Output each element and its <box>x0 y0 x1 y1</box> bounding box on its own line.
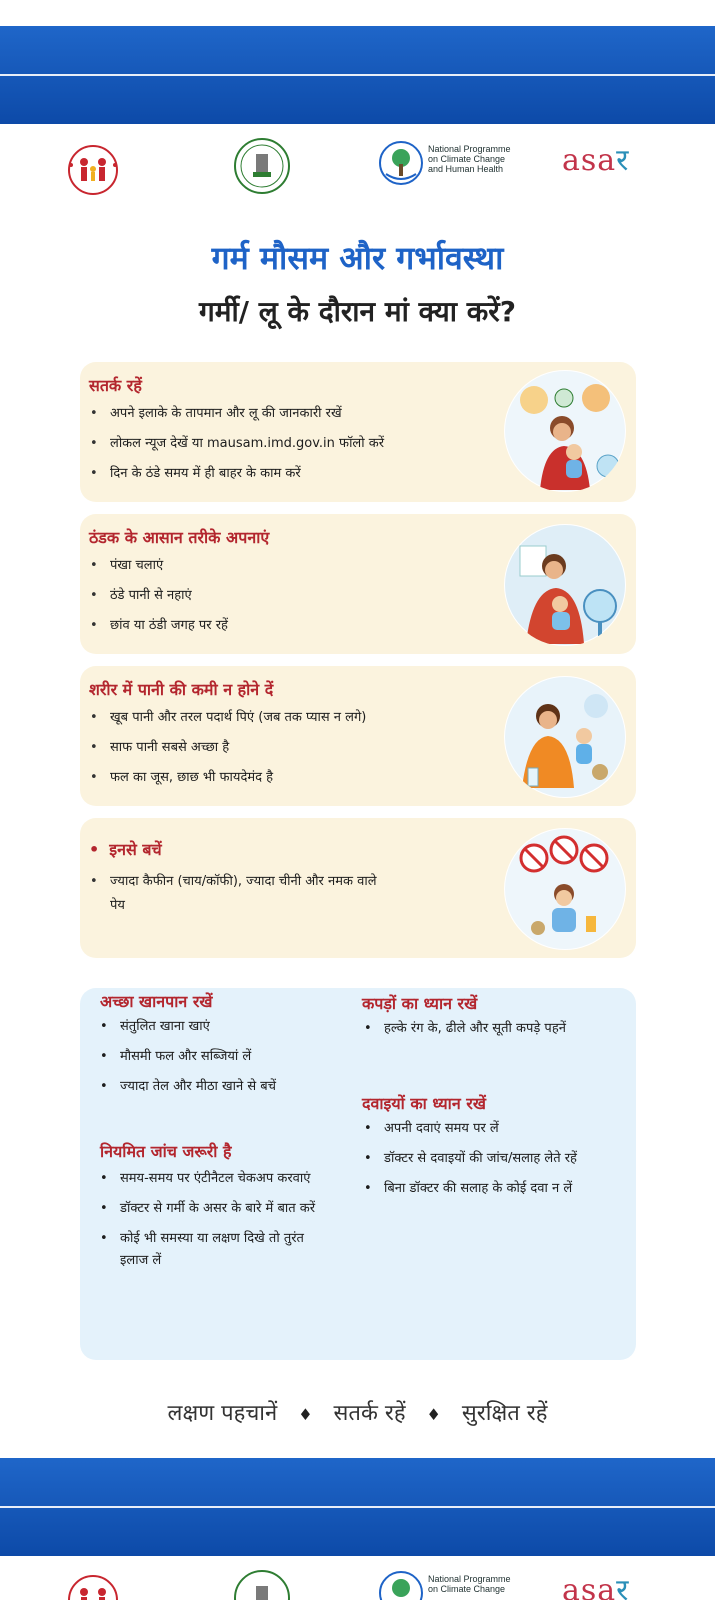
nhm-logo <box>52 1570 134 1600</box>
tip-card-avoid <box>80 818 636 958</box>
clothes-list <box>362 1018 632 1048</box>
tagline-identify-symptoms: लक्षण पहचानें <box>167 1401 278 1426</box>
tagline-stay-alert: सतर्क रहें <box>333 1401 406 1426</box>
list-item: • डॉक्टर से दवाइयों की जांच/सलाह लेते रहें <box>362 1148 632 1170</box>
list-item: • फल का जूस, छाछ भी फायदेमंद है <box>88 770 366 800</box>
card-heading: सतर्क रहें <box>89 376 142 395</box>
tip-card-stay-alert <box>80 362 636 502</box>
list-item: • मौसमी फल और सब्जियां लें <box>98 1046 338 1068</box>
list-item: • पंखा चलाएं <box>88 558 228 588</box>
npcchh-logo-text: National Programme on Climate Change <box>428 1574 511 1594</box>
info-box <box>80 988 636 1360</box>
card-heading: शरीर में पानी की कमी न होने दें <box>89 680 274 699</box>
list-item: • लोकल न्यूज देखें या mausam.imd.gov.in फॉलो करें <box>88 436 384 466</box>
card-list <box>88 870 388 918</box>
list-item: • छांव या ठंडी जगह पर रहें <box>88 618 228 648</box>
food-heading: अच्छा खानपान रखें <box>100 992 213 1011</box>
mother-with-child-near-fan-illustration <box>504 524 626 646</box>
diamond-separator-icon: ♦ <box>298 1405 313 1424</box>
list-item: • बिना डॉक्टर की सलाह के कोई दवा न लें <box>362 1178 632 1200</box>
list-item: • हल्के रंग के, ढीले और सूती कपड़े पहनें <box>362 1018 632 1040</box>
asar-logo: asaर <box>562 1573 630 1600</box>
page-subtitle: गर्मी/ लू के दौरान मां क्या करें? <box>199 295 516 328</box>
mother-checking-weather-illustration <box>504 370 626 492</box>
list-item: • डॉक्टर से गर्मी के असर के बारे में बात करें <box>98 1198 328 1220</box>
medicine-heading: दवाइयों का ध्यान रखें <box>362 1094 486 1113</box>
card-list <box>88 710 366 800</box>
npcchh-logo <box>378 138 548 190</box>
checkup-list <box>98 1168 328 1280</box>
jharkhand-emblem-logo <box>232 136 292 196</box>
list-item: • खूब पानी और तरल पदार्थ पिएं (जब तक प्यास न लगे) <box>88 710 366 740</box>
card-list <box>88 406 384 496</box>
tip-card-hydration <box>80 666 636 806</box>
card-heading: ठंडक के आसान तरीके अपनाएं <box>89 528 270 547</box>
diamond-separator-icon: ♦ <box>426 1405 441 1424</box>
list-item: • कोई भी समस्या या लक्षण दिखे तो तुरंत इलाज लें <box>98 1228 328 1272</box>
list-item: • ज्यादा कैफीन (चाय/कॉफी), ज्यादा चीनी और नमक वाले पेय <box>88 870 388 918</box>
card-list <box>88 558 228 648</box>
tagline-stay-safe: सुरक्षित रहें <box>461 1401 548 1426</box>
list-item: • दिन के ठंडे समय में ही बाहर के काम करें <box>88 466 384 496</box>
list-item: • अपने इलाके के तापमान और लू की जानकारी रखें <box>88 406 384 436</box>
list-item: • अपनी दवाएं समय पर लें <box>362 1118 632 1140</box>
npcchh-logo-text: National Programme on Climate Change and Human Health <box>428 144 511 174</box>
top-banner <box>0 26 715 124</box>
checkup-heading: नियमित जांच जरूरी है <box>100 1142 232 1161</box>
page-title: गर्म मौसम और गर्भावस्था <box>211 239 504 277</box>
food-list <box>98 1016 338 1106</box>
list-item: • साफ पानी सबसे अच्छा है <box>88 740 366 770</box>
mother-drinking-water-illustration <box>504 676 626 798</box>
avoid-caffeine-sugary-drinks-illustration <box>504 828 626 950</box>
bottom-banner <box>0 1458 715 1556</box>
asar-logo: asaर <box>562 143 630 178</box>
list-item: • ठंडे पानी से नहाएं <box>88 588 228 618</box>
list-item: • समय-समय पर एंटीनैटल चेकअप करवाएं <box>98 1168 328 1190</box>
medicine-list <box>362 1118 632 1208</box>
npcchh-logo <box>378 1568 548 1600</box>
logo-strip-bottom <box>0 1556 715 1600</box>
clothes-heading: कपड़ों का ध्यान रखें <box>362 994 478 1013</box>
footer-tagline <box>0 1397 715 1427</box>
list-item: • संतुलित खाना खाएं <box>98 1016 338 1038</box>
jharkhand-emblem-logo <box>232 1568 292 1600</box>
card-heading-text: इनसे बचें <box>109 840 162 859</box>
card-heading: • इनसे बचें <box>89 840 162 859</box>
list-item: • ज्यादा तेल और मीठा खाने से बचें <box>98 1076 338 1098</box>
logo-strip <box>0 124 715 214</box>
nhm-logo <box>52 140 134 202</box>
tip-card-cooling <box>80 514 636 654</box>
